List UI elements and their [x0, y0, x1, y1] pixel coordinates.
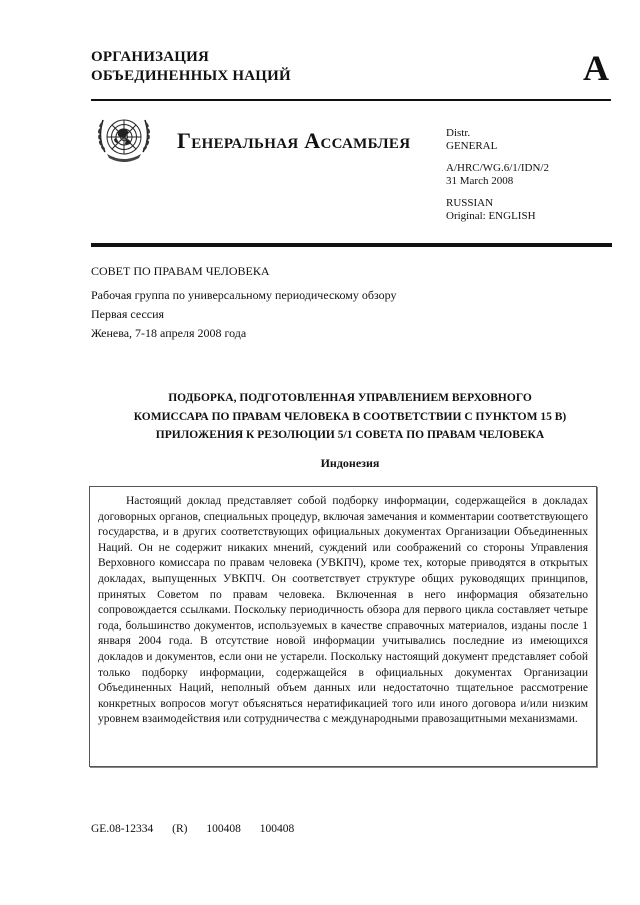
- summary-box: [89, 486, 597, 767]
- original-language: Original: ENGLISH: [446, 210, 536, 222]
- footer-date2: 100408: [259, 823, 295, 835]
- summary-text: Настоящий доклад представляет собой подборку информации, содержащейся в докладах договорных органов, специальных процедур, включая замечания и комментарии соответствующего государства, и в других соответствующих официальных документах Организации Объединенных Наций. Он не содержит никаких мнений, суждений или соображений со стороны Управления Верховного комиссара по правам человека (УВКПЧ), кроме тех, которые приводятся в открытых докладах, выпущенных УВКПЧ. Он соответствует структуре общих руководящих принципов, принятых Советом по правам человека. Включенная в него информация обязательно сопровождается ссылками. Поскольку периодичность обзора для первого цикла составляет четыре года, большинство документов, используемых в качестве справочных материалов, изданы после 1 января 2004 года. В отсутствие новой информации учитывались последние из имеющихся докладов и документов, если они не устарели. Поскольку настоящий документ представляет собой только подборку информации, содержащейся в официальных документах Организации Объединенных Наций, неполный объем данных или недостаточно тщательное рассмотрение конкретных вопросов могут объясняться нератификацией того или иного договора и/или низким уровнем взаимодействия или сотрудничества с международными правозащитными механизмами.: [98, 495, 588, 726]
- section-rule: [91, 243, 612, 247]
- un-emblem-icon: [93, 108, 155, 170]
- distr-label: Distr.: [446, 127, 471, 139]
- job-number: GE.08-12334: [91, 823, 154, 835]
- country-name: Индонезия: [320, 456, 380, 470]
- footer-job-code: [91, 823, 310, 835]
- document-title: [100, 389, 600, 445]
- organization-name: [91, 48, 291, 86]
- session: Первая сессия: [91, 307, 165, 321]
- title-line2: КОМИССАРА ПО ПРАВАМ ЧЕЛОВЕКА В СООТВЕТСТВИИ С ПУНКТОМ 15 B): [133, 410, 567, 423]
- title-line1: ПОДБОРКА, ПОДГОТОВЛЕННАЯ УПРАВЛЕНИЕМ ВЕРХОВНОГО: [168, 392, 532, 404]
- document-symbol-letter: A: [583, 48, 609, 88]
- language-code: (R): [172, 823, 188, 835]
- council-details: [91, 286, 397, 343]
- document-date: 31 March 2008: [446, 175, 514, 187]
- footer-date1: 100408: [206, 823, 241, 835]
- place-dates: Женева, 7-18 апреля 2008 года: [91, 326, 247, 340]
- assembly-title: Генеральная Ассамблея: [177, 128, 411, 153]
- org-name-line2: ОБЪЕДИНЕННЫХ НАЦИЙ: [91, 68, 291, 84]
- header-rule: [91, 99, 611, 101]
- document-language: RUSSIAN: [446, 197, 494, 209]
- document-number: A/HRC/WG.6/1/IDN/2: [446, 162, 549, 174]
- distr-value: GENERAL: [446, 140, 498, 152]
- document-metadata: [446, 127, 549, 232]
- council-name: СОВЕТ ПО ПРАВАМ ЧЕЛОВЕКА: [91, 264, 270, 278]
- working-group: Рабочая группа по универсальному периодическому обзору: [91, 288, 397, 302]
- org-name-line1: ОРГАНИЗАЦИЯ: [91, 49, 210, 65]
- title-line3: ПРИЛОЖЕНИЯ К РЕЗОЛЮЦИИ 5/1 СОВЕТА ПО ПРАВАМ ЧЕЛОВЕКА: [155, 429, 545, 441]
